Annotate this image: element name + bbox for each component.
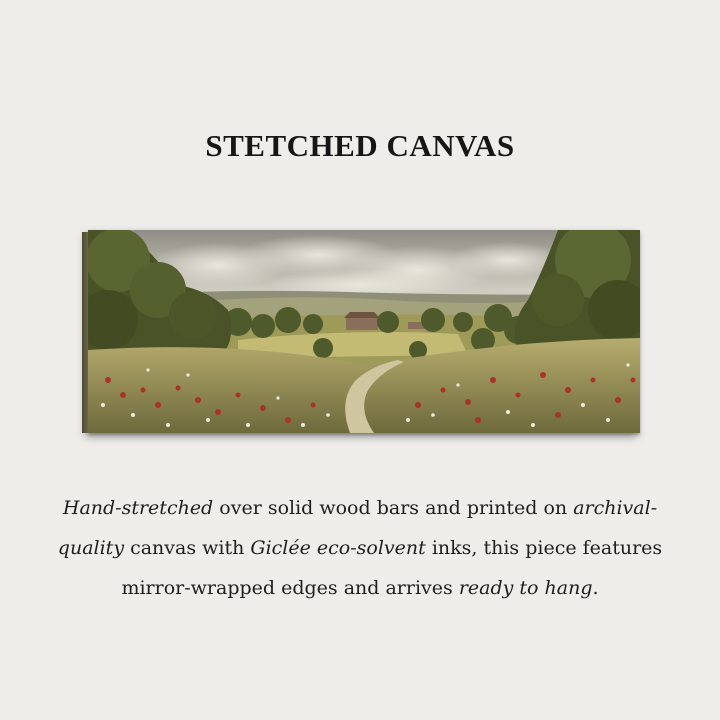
desc-text: over solid wood bars and printed on: [213, 497, 574, 519]
stretched-canvas-print: [88, 230, 640, 433]
desc-text: inks, this piece features mirror-wrapped edges and arrives: [121, 537, 663, 599]
desc-emphasis-giclee: Giclée eco-solvent: [250, 537, 426, 559]
description-text: [40, 488, 680, 608]
landscape-painting: [88, 230, 640, 433]
desc-text: canvas with: [124, 537, 251, 559]
desc-emphasis-archival: archival-quality: [57, 497, 658, 559]
desc-text: .: [592, 577, 599, 599]
page-title: STETCHED CANVAS: [205, 128, 515, 163]
desc-emphasis-hand-stretched: Hand-stretched: [62, 497, 214, 519]
canvas-side-edge: [82, 232, 88, 433]
desc-emphasis-ready: ready to hang: [458, 577, 593, 599]
